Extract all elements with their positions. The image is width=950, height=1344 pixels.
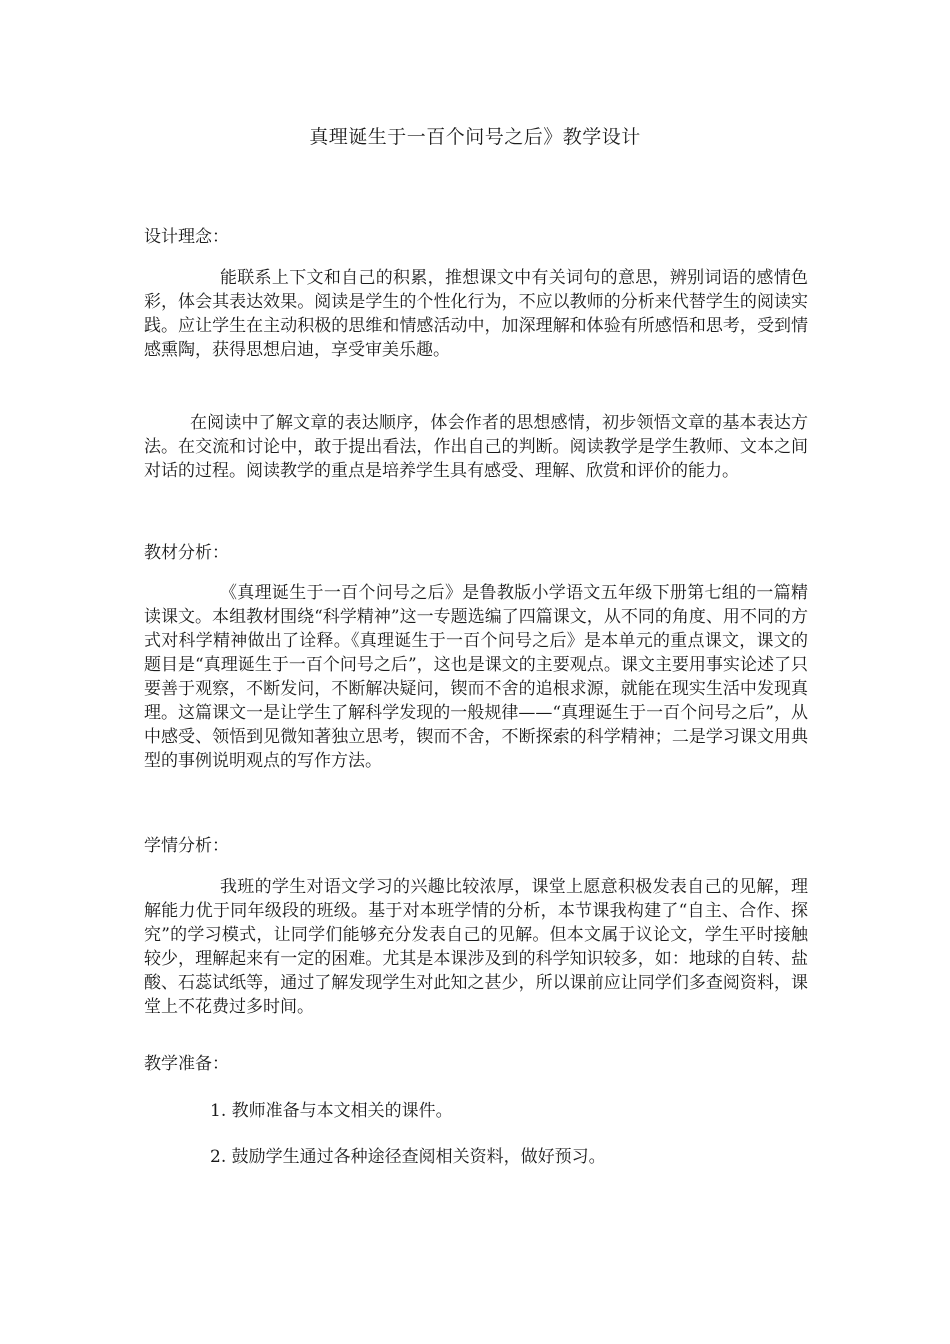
material-analysis-paragraph: 《真理诞生于一百个问号之后》是鲁教版小学语文五年级下册第七组的一篇精读课文。本组教材围绕“科学精神”这一专题选编了四篇课文，从不同的角度、用不同的方式对科学精神做出了诠释。《真理诞生于一百个问号之后》是本单元的重点课文，课文的题目是“真理诞生于一百个问号之后”，这也是课文的主要观点。课文主要用事实论述了只要善于观察，不断发问，不断解决疑问，锲而不舍的追根求源，就能在现实生活中发现真理。这篇课文一是让学生了解科学发现的一般规律——“真理诞生于一百个问号之后”，从中感受、领悟到见微知著独立思考，锲而不舍，不断探索的科学精神；二是学习课文用典型的事例说明观点的写作方法。 [144,583,808,771]
design-concept-paragraph-2: 在阅读中了解文章的表达顺序，体会作者的思想感情，初步领悟文章的基本表达方法。在交流和讨论中，敢于提出看法，作出自己的判断。阅读教学是学生教师、文本之间对话的过程。阅读教学的重点是培养学生具有感受、理解、欣赏和评价的能力。 [144,413,808,481]
document-title: 真理诞生于一百个问号之后》教学设计 [309,126,641,148]
student-analysis-paragraph: 我班的学生对语文学习的兴趣比较浓厚，课堂上愿意积极发表自己的见解，理解能力优于同年级段的班级。基于对本班学情的分析，本节课我构建了“自主、合作、探究”的学习模式，让同学们能够充分发表自己的见解。但本文属于议论文，学生平时接触较少，理解起来有一定的困难。尤其是本课涉及到的科学知识较多，如：地球的自转、盐酸、石蕊试纸等，通过了解发现学生对此知之甚少，所以课前应让同学们多查阅资料，课堂上不花费过多时间。 [144,877,808,1017]
section-heading-student-analysis: 学情分析： [144,836,229,856]
section-heading-design-concept: 设计理念： [144,227,229,247]
section-heading-preparation: 教学准备： [144,1054,229,1074]
design-concept-paragraph-1: 能联系上下文和自己的积累，推想课文中有关词句的意思，辨别词语的感情色彩，体会其表达效果。阅读是学生的个性化行为，不应以教师的分析来代替学生的阅读实践。应让学生在主动积极的思维和情感活动中，加深理解和体验有所感悟和思考，受到情感熏陶，获得思想启迪，享受审美乐趣。 [144,268,808,360]
preparation-item: 2. 鼓励学生通过各种途径查阅相关资料，做好预习。 [210,1147,606,1167]
section-heading-material-analysis: 教材分析： [144,543,229,563]
preparation-item: 1. 教师准备与本文相关的课件。 [210,1101,453,1121]
